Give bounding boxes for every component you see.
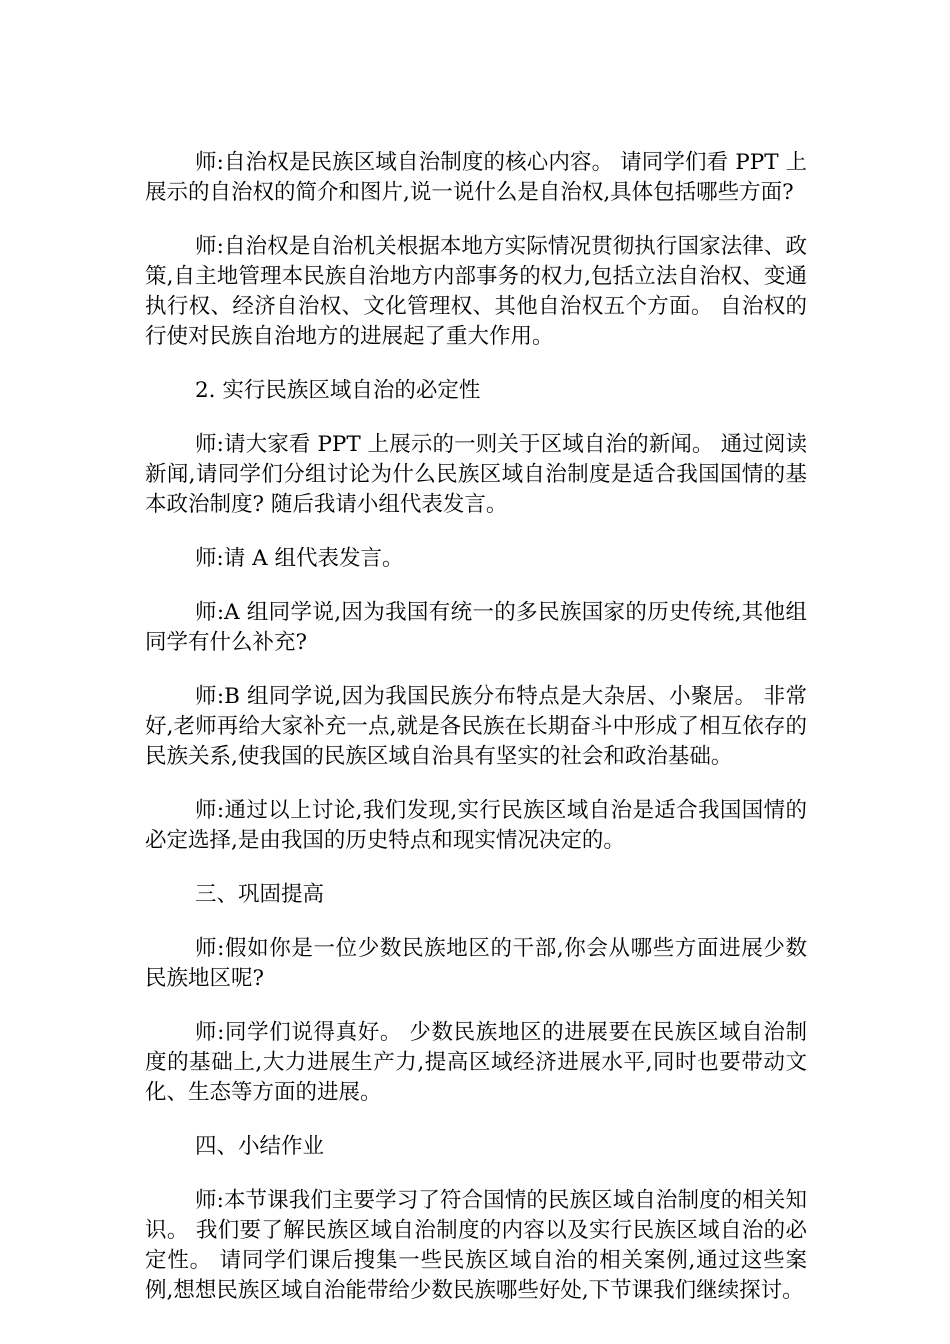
paragraph-summary-homework: 师:本节课我们主要学习了符合国情的民族区域自治制度的相关知识。 我们要了解民族区域自治制度的内容以及实行民族区域自治的必定性。 请同学们课后搜集一些民族区域自治的相关案例,通过这些案例,想想民族区域自治能带给少数民族哪些好处,下节课我们继续探讨。 [145, 1188, 807, 1303]
paragraph-cadre-question: 师:假如你是一位少数民族地区的干部,你会从哪些方面进展少数民族地区呢? [145, 936, 807, 991]
paragraph-group-a-invite: 师:请 A 组代表发言。 [195, 546, 404, 571]
paragraph-news-discussion: 师:请大家看 PPT 上展示的一则关于区域自治的新闻。 通过阅读新闻,请同学们分组讨论为什么民族区域自治制度是适合我国国情的基本政治制度? 随后我请小组代表发言。 [145, 432, 807, 517]
paragraph-group-b-answer: 师:B 组同学说,因为我国民族分布特点是大杂居、小聚居。 非常好,老师再给大家补充一点,就是各民族在长期奋斗中形成了相互依存的民族关系,使我国的民族区域自治具有坚实的社会和政治基础。 [145, 684, 807, 769]
document-page [145, 148, 807, 1330]
section-heading-summary: 四、小结作业 [195, 1134, 325, 1159]
paragraph-autonomy-definition: 师:自治权是自治机关根据本地方实际情况贯彻执行国家法律、政策,自主地管理本民族自治地方内部事务的权力,包括立法自治权、变通执行权、经济自治权、文化管理权、其他自治权五个方面。 自治权的行使对民族自治地方的进展起了重大作用。 [145, 234, 807, 349]
paragraph-development-answer: 师:同学们说得真好。 少数民族地区的进展要在民族区域自治制度的基础上,大力进展生产力,提高区域经济进展水平,同时也要带动文化、生态等方面的进展。 [145, 1020, 807, 1105]
paragraph-discussion-conclusion: 师:通过以上讨论,我们发现,实行民族区域自治是适合我国国情的必定选择,是由我国的历史特点和现实情况决定的。 [145, 798, 807, 853]
paragraph-autonomy-question: 师:自治权是民族区域自治制度的核心内容。 请同学们看 PPT 上展示的自治权的简介和图片,说一说什么是自治权,具体包括哪些方面? [145, 150, 807, 205]
section-heading-consolidation: 三、巩固提高 [195, 882, 325, 907]
paragraph-group-a-answer: 师:A 组同学说,因为我国有统一的多民族国家的历史传统,其他组同学有什么补充? [145, 600, 807, 655]
section-heading-necessity: 2. 实行民族区域自治的必定性 [195, 378, 481, 403]
